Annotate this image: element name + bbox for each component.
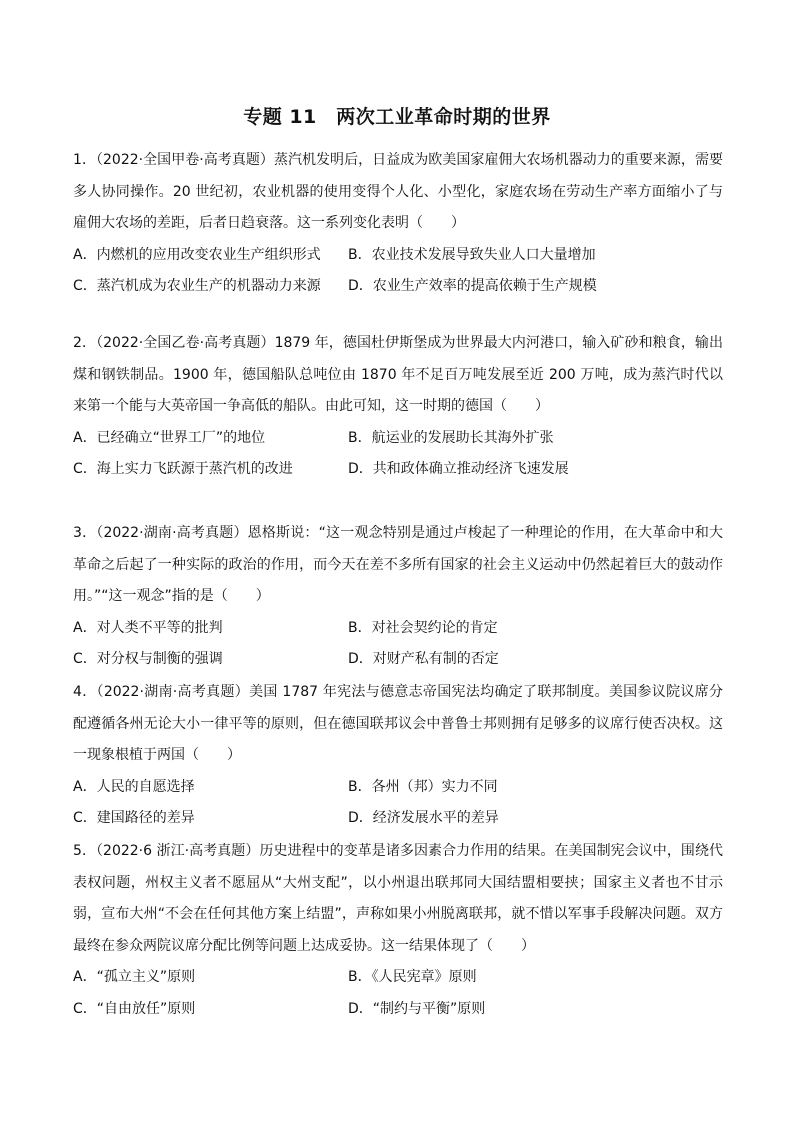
option-b: B．各州（邦）实力不同 bbox=[348, 778, 498, 795]
option-d: D．经济发展水平的差异 bbox=[348, 810, 499, 826]
option-d: D．农业生产效率的提高依赖于生产规模 bbox=[348, 278, 597, 294]
option-b: B．航运业的发展助长其海外扩张 bbox=[348, 429, 554, 446]
option-b: B．农业技术发展导致失业人口大量增加 bbox=[348, 246, 596, 263]
question-stem: 2．（2022·全国乙卷·高考真题）1879 年，德国杜伊斯堡成为世界最大内河港口，输入矿砂和粮食，输出煤和钢铁制品。1900 年，德国船队总吨位由 1870 年不足百万吨发展至近 200 万吨，成为蒸汽时代以来第一个能与大英帝国一争高低的船队。由此可知，这一时期的德国（ ） bbox=[73, 335, 723, 414]
question-3 bbox=[73, 518, 723, 676]
option-c: C．“自由放任”原则 bbox=[73, 1000, 196, 1017]
option-d: D．“制约与平衡”原则 bbox=[348, 1000, 486, 1017]
options-row bbox=[73, 454, 723, 486]
page-title: 专题 11 两次工业革命时期的世界 bbox=[243, 106, 551, 128]
option-a: A．对人类不平等的批判 bbox=[73, 619, 223, 636]
option-c: C．建国路径的差异 bbox=[73, 810, 195, 826]
question-stem: 3．（2022·湖南·高考真题）恩格斯说：“这一观念特别是通过卢梭起了一种理论的作用，在大革命中和大革命之后起了一种实际的政治的作用，而今天在差不多所有国家的社会主义运动中仍然起着巨大的鼓动作用。”“这一观念”指的是（ ） bbox=[73, 525, 723, 604]
option-c: C．对分权与制衡的强调 bbox=[73, 651, 223, 667]
option-a: A．人民的自愿选择 bbox=[73, 778, 195, 795]
option-a: A．内燃机的应用改变农业生产组织形式 bbox=[73, 246, 321, 263]
question-5 bbox=[73, 836, 723, 1025]
options-row bbox=[73, 240, 723, 272]
question-stem: 1．（2022·全国甲卷·高考真题）蒸汽机发明后，日益成为欧美国家雇佣大农场机器动力的重要来源，需要多人协同操作。20 世纪初，农业机器的使用变得个人化、小型化，家庭农场在劳动生产率方面缩小了与雇佣大农场的差距，后者日趋衰落。这一系列变化表明（ ） bbox=[73, 152, 723, 231]
question-2 bbox=[73, 328, 723, 486]
options-row bbox=[73, 613, 723, 645]
option-a: A．已经确立“世界工厂”的地位 bbox=[73, 429, 266, 446]
question-stem: 4．（2022·湖南·高考真题）美国 1787 年宪法与德意志帝国宪法均确定了联邦制度。美国参议院议席分配遵循各州无论大小一律平等的原则，但在德国联邦议会中普鲁士邦则拥有足够多的议席行使否决权。这一现象根植于两国（ ） bbox=[73, 684, 723, 763]
options-row bbox=[73, 271, 723, 303]
question-stem: 5．（2022·6 浙江·高考真题）历史进程中的变革是诸多因素合力作用的结果。在美国制宪会议中，围绕代表权问题，州权主义者不愿屈从“大州支配”，以小州退出联邦同大国结盟相要挟；国家主义者也不甘示弱，宣布大州“不会在任何其他方案上结盟”，声称如果小州脱离联邦，就不惜以军事手段解决问题。双方最终在参众两院议席分配比例等问题上达成妥协。这一结果体现了（ ） bbox=[73, 843, 723, 954]
options-row bbox=[73, 644, 723, 676]
option-b: B．《人民宪章》原则 bbox=[348, 969, 477, 985]
options-row bbox=[73, 772, 723, 804]
option-c: C．蒸汽机成为农业生产的机器动力来源 bbox=[73, 278, 321, 294]
option-c: C．海上实力飞跃源于蒸汽机的改进 bbox=[73, 461, 293, 477]
option-d: D．对财产私有制的否定 bbox=[348, 651, 499, 667]
option-b: B．对社会契约论的肯定 bbox=[348, 619, 498, 636]
options-row bbox=[73, 962, 723, 994]
question-4 bbox=[73, 677, 723, 835]
options-row bbox=[73, 994, 723, 1026]
question-1 bbox=[73, 145, 723, 303]
option-a: A．“孤立主义”原则 bbox=[73, 969, 196, 985]
options-row bbox=[73, 423, 723, 455]
options-row bbox=[73, 803, 723, 835]
option-d: D．共和政体确立推动经济飞速发展 bbox=[348, 461, 569, 477]
